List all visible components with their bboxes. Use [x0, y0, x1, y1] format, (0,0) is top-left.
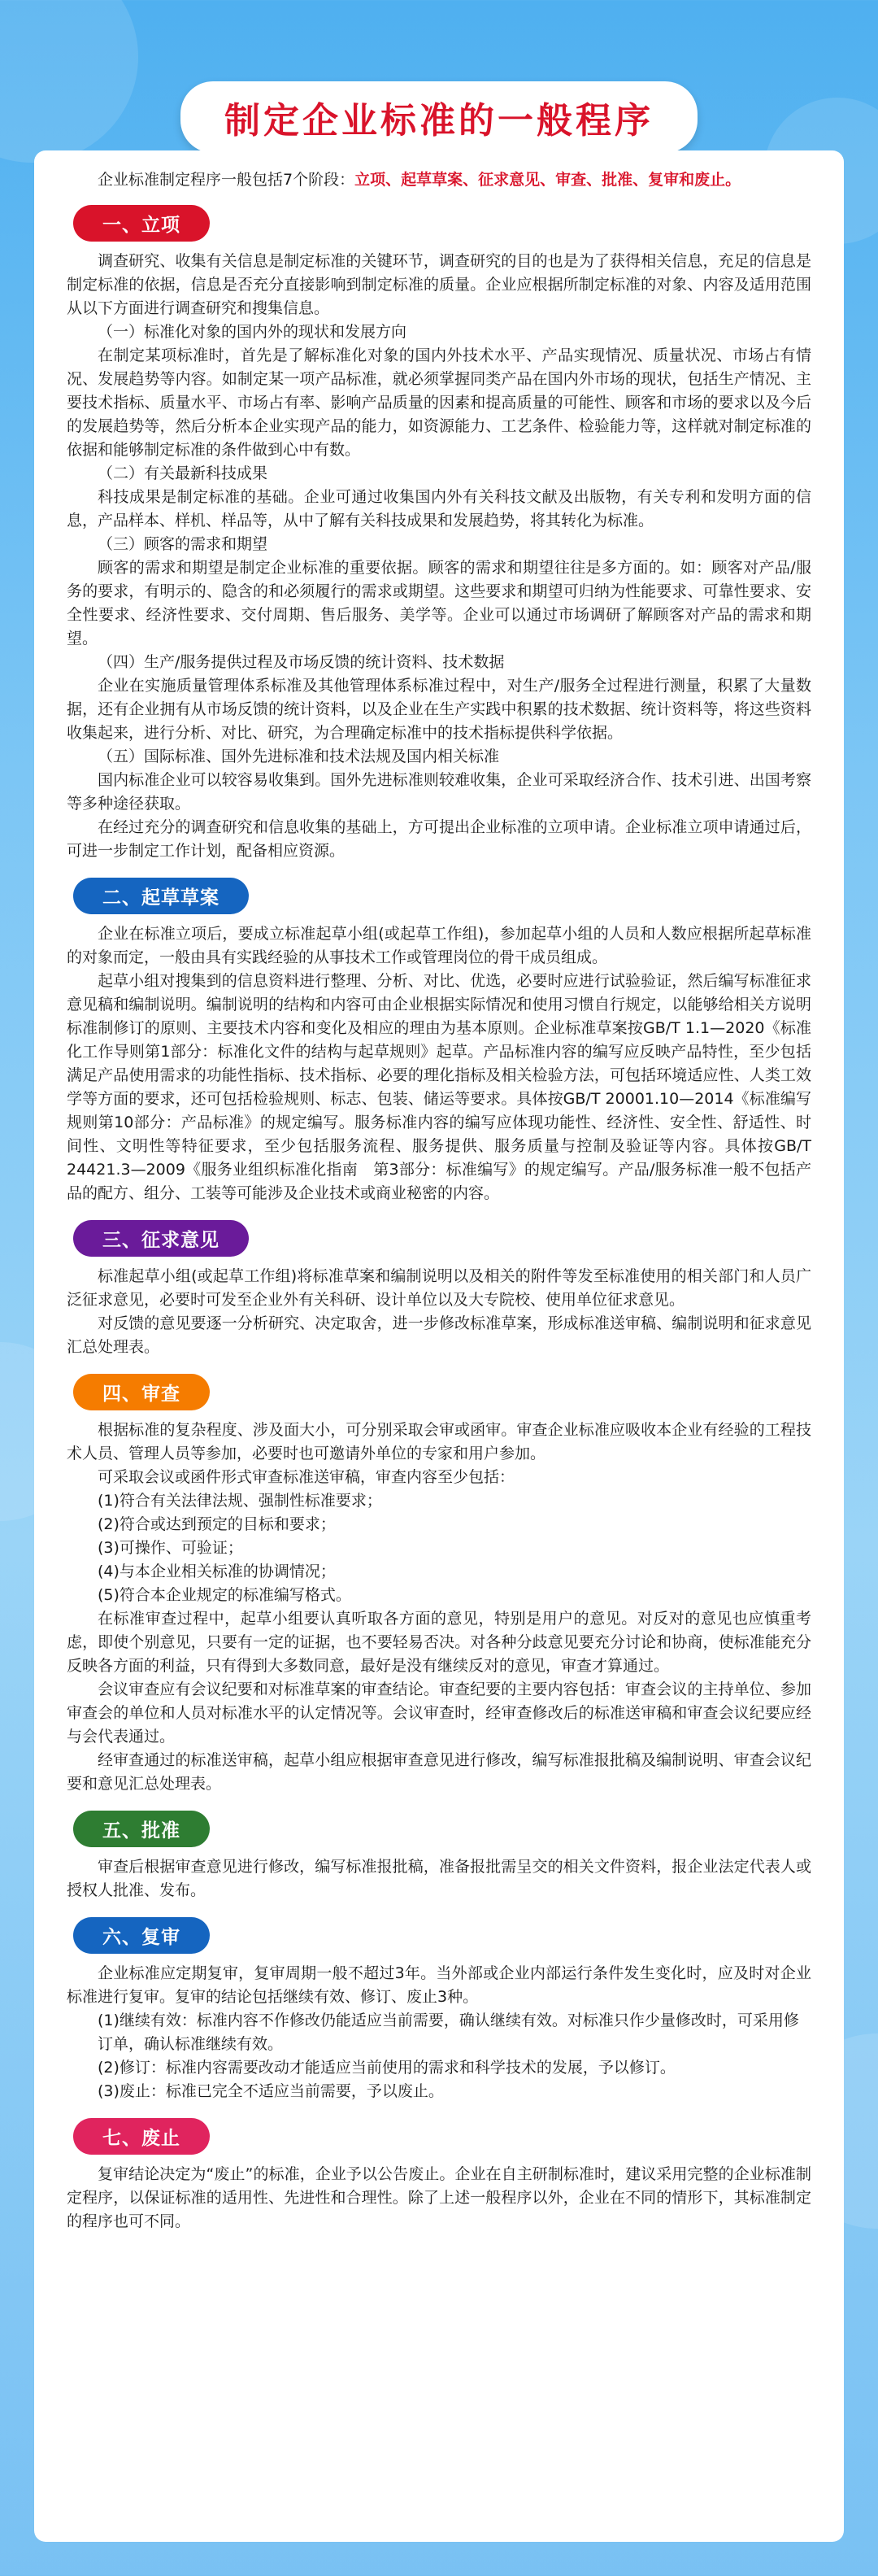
- paragraph: 可采取会议或函件形式审查标准送审稿，审查内容至少包括：: [98, 1468, 515, 1486]
- section-badge: 七、废止: [73, 2118, 210, 2155]
- section-approval: [67, 1807, 811, 1903]
- paragraph: 在制定某项标准时，首先是了解标准化对象的国内外技术水平、产品实现情况、质量状况、市场占有情况、发展趋势等内容。如制定某一项产品标准，就必须掌握同类产品在国内外市场的现状，包括生产情况、主要技术指标、质量水平、市场占有率、影响产品质量的因素和提高质量的可能性、顾客和市场的要求以及今后的发展趋势等，然后分析本企业实现产品的能力，如资源能力、工艺条件、检验能力等，这样就对制定标准的依据和能够制定标准的条件做到心中有数。: [67, 347, 811, 459]
- content-card: [34, 150, 844, 2542]
- section-consultation: [67, 1217, 811, 1359]
- paragraph: 根据标准的复杂程度、涉及面大小，可分别采取会审或函审。审查企业标准应吸收本企业有经验的工程技术人员、管理人员等参加，必要时也可邀请外单位的专家和用户参加。: [67, 1421, 811, 1462]
- section-badge: 二、起草草案: [73, 878, 249, 914]
- subheading: （一）标准化对象的国内外的现状和发展方向: [98, 323, 407, 341]
- paragraph: 顾客的需求和期望是制定企业标准的重要依据。顾客的需求和期望往往是多方面的。如：顾客对产品/服务的要求，有明示的、隐含的和必须履行的需求或期望。这些要求和期望可归纳为性能要求、可靠性要求、安全性要求、经济性要求、交付周期、售后服务、美学等。企业可以通过市场调研了解顾客对产品的需求和期望。: [67, 559, 811, 647]
- list-item: (2)符合或达到预定的目标和要求；: [98, 1515, 336, 1533]
- page-title: 制定企业标准的一般程序: [180, 81, 698, 153]
- section-review: [67, 1371, 811, 1796]
- section-badge: 五、批准: [73, 1811, 210, 1847]
- list-item: (1)符合有关法律法规、强制性标准要求；: [98, 1492, 382, 1510]
- list-item: (3)可操作、可验证；: [98, 1539, 243, 1557]
- paragraph: 起草小组对搜集到的信息资料进行整理、分析、对比、优选，必要时应进行试验验证，然后编写标准征求意见稿和编制说明。编制说明的结构和内容可由企业根据实际情况和使用习惯自行规定，以能够给相关方说明标准制修订的原则、主要技术内容和变化及相应的理由为基本原则。企业标准草案按GB/T 1.1—2020《标准化工作导则第1部分：标准化文件的结构与起草规则》起草。产品标准内容的编写应反映产品特性，至少包括满足产品使用需求的功能性指标、技术指标、必要的理化指标及相关检验方法，可包括环境适应性、人类工效学等方面的要求，还可包括检验规则、标志、包装、储运等要求。具体按GB/T 20001.10—2014《标准编写规则第10部分：产品标准》的规定编写。服务标准内容的编写应体现功能性、经济性、安全性、舒适性、时间性、文明性等特征要求，至少包括服务流程、服务提供、服务质量与控制及验证等内容。具体按GB/T 24421.3—2009《服务业组织标准化指南 第3部分：标准编写》的规定编写。产品/服务标准一般不包括产品的配方、组分、工装等可能涉及企业技术或商业秘密的内容。: [67, 972, 811, 1202]
- paragraph: 对反馈的意见要逐一分析研究、决定取舍，进一步修改标准草案，形成标准送审稿、编制说明和征求意见汇总处理表。: [67, 1314, 811, 1356]
- paragraph: 在经过充分的调查研究和信息收集的基础上，方可提出企业标准的立项申请。企业标准立项申请通过后，可进一步制定工作计划，配备相应资源。: [67, 818, 811, 860]
- section-re-examination: [67, 1914, 811, 2103]
- section-drafting: [67, 874, 811, 1205]
- list-item: (4)与本企业相关标准的协调情况；: [98, 1563, 336, 1580]
- paragraph: 科技成果是制定标准的基础。企业可通过收集国内外有关科技文献及出版物，有关专利和发明方面的信息，产品样本、样机、样品等，从中了解有关科技成果和发展趋势，将其转化为标准。: [67, 488, 811, 530]
- paragraph: 在标准审查过程中，起草小组要认真听取各方面的意见，特别是用户的意见。对反对的意见也应慎重考虑，即使个别意见，只要有一定的证据，也不要轻易否决。对各种分歧意见要充分讨论和协商，使标准能充分反映各方面的利益，只有得到大多数同意，最好是没有继续反对的意见，审查才算通过。: [67, 1610, 811, 1675]
- section-badge: 三、征求意见: [73, 1220, 249, 1257]
- section-badge: 一、立项: [73, 205, 210, 242]
- subheading: （二）有关最新科技成果: [98, 464, 268, 482]
- sections-container: [67, 202, 811, 2234]
- subheading: （五）国际标准、国外先进标准和技术法规及国内相关标准: [98, 748, 500, 765]
- title-bar: [0, 81, 878, 153]
- subheading: （四）生产/服务提供过程及市场反馈的统计资料、技术数据: [98, 653, 505, 671]
- intro-stages: 立项、起草草案、征求意见、审查、批准、复审和废止。: [354, 171, 741, 189]
- list-item: (2)修订：标准内容需要改动才能适应当前使用的需求和科学技术的发展，予以修订。: [98, 2059, 676, 2077]
- list-item: (3)废止：标准已完全不适应当前需要，予以废止。: [98, 2082, 444, 2100]
- paragraph: 调查研究、收集有关信息是制定标准的关键环节，调查研究的目的也是为了获得相关信息，充足的信息是制定标准的依据，信息是否充分直接影响到制定标准的质量。企业应根据所制定标准的对象、内容及适用范围从以下方面进行调查研究和搜集信息。: [67, 252, 811, 317]
- list-item: (1)继续有效：标准内容不作修改仍能适应当前需要，确认继续有效。对标准只作少量修改时，可采用修订单，确认标准继续有效。: [98, 2012, 799, 2053]
- list-item: (5)符合本企业规定的标准编写格式。: [98, 1586, 351, 1604]
- paragraph: 复审结论决定为“废止”的标准，企业予以公告废止。企业在自主研制标准时，建议采用完整的企业标准制定程序，以保证标准的适用性、先进性和合理性。除了上述一般程序以外，企业在不同的情形下，其标准制定的程序也可不同。: [67, 2165, 811, 2230]
- paragraph: 会议审查应有会议纪要和对标准草案的审查结论。审查纪要的主要内容包括：审查会议的主持单位、参加审查会的单位和人员对标准水平的认定情况等。会议审查时，经审查修改后的标准送审稿和审查会议纪要应经与会代表通过。: [67, 1680, 811, 1746]
- intro-lead: 企业标准制定程序一般包括7个阶段：: [98, 171, 355, 189]
- section-badge: 六、复审: [73, 1917, 210, 1954]
- paragraph: 企业标准应定期复审，复审周期一般不超过3年。当外部或企业内部运行条件发生变化时，应及时对企业标准进行复审。复审的结论包括继续有效、修订、废止3种。: [67, 1964, 811, 2006]
- section-project-approval: [67, 202, 811, 863]
- section-badge: 四、审查: [73, 1374, 210, 1410]
- section-abolition: [67, 2115, 811, 2234]
- paragraph: 国内标准企业可以较容易收集到。国外先进标准则较难收集，企业可采取经济合作、技术引进、出国考察等多种途径获取。: [67, 771, 811, 813]
- paragraph: 经审查通过的标准送审稿，起草小组应根据审查意见进行修改，编写标准报批稿及编制说明、审查会议纪要和意见汇总处理表。: [67, 1751, 811, 1793]
- paragraph: 标准起草小组(或起草工作组)将标准草案和编制说明以及相关的附件等发至标准使用的相关部门和人员广泛征求意见，必要时可发至企业外有关科研、设计单位以及大专院校、使用单位征求意见。: [67, 1267, 811, 1309]
- paragraph: 企业在实施质量管理体系标准及其他管理体系标准过程中，对生产/服务全过程进行测量，积累了大量数据，还有企业拥有从市场反馈的统计资料，以及企业在生产实践中积累的技术数据、统计资料等，将这些资料收集起来，进行分析、对比、研究，为合理确定标准中的技术指标提供科学依据。: [67, 677, 811, 742]
- subheading: （三）顾客的需求和期望: [98, 535, 268, 553]
- paragraph: 审查后根据审查意见进行修改，编写标准报批稿，准备报批需呈交的相关文件资料，报企业法定代表人或授权人批准、发布。: [67, 1858, 811, 1899]
- paragraph: 企业在标准立项后，要成立标准起草小组(或起草工作组)，参加起草小组的人员和人数应根据所起草标准的对象而定，一般由具有实践经验的从事技术工作或管理岗位的骨干成员组成。: [67, 925, 811, 966]
- intro-paragraph: [67, 168, 811, 192]
